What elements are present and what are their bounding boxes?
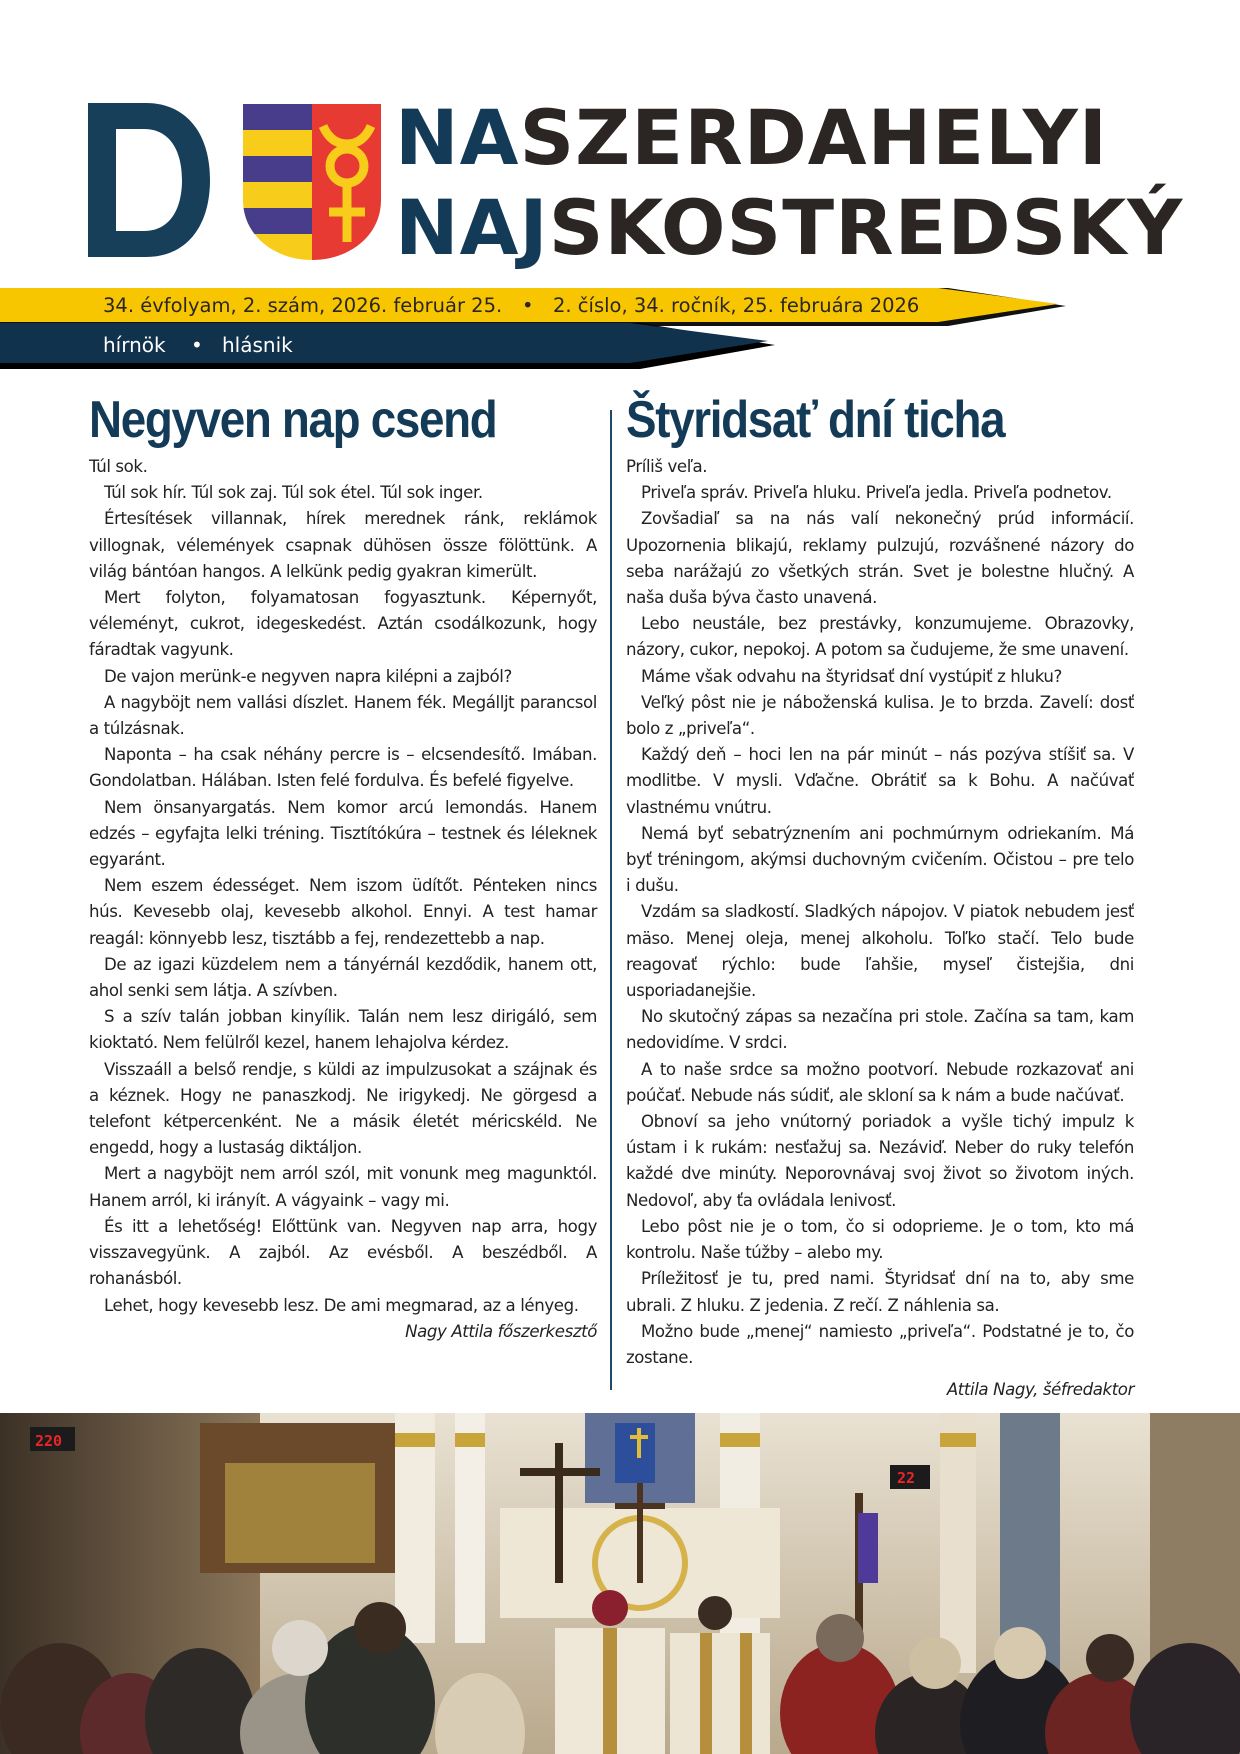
- photo-illustration: [0, 1413, 1240, 1754]
- column-divider: [610, 410, 612, 1390]
- article-paragraph: A nagyböjt nem vallási díszlet. Hanem fék. Megálljt parancsol a túlzásnak.: [89, 692, 597, 739]
- article-paragraph: A to naše srdce sa možno pootvorí. Nebude rozkazovať ani poúčať. Nebude nás súdiť, ale skloní sa k nám a bude načúvať.: [626, 1059, 1134, 1105]
- article-paragraph: Obnoví sa jeho vnútorný poriadok a vyšle tichý impulz k ústam i k rukám: nesťažuj sa. Nezáviď. Neber do ruky telefón každé dve minúty. Neporovnávaj svoj život so životom iných. Nedovoľ, aby ťa ovládala lenivosť.: [626, 1112, 1134, 1210]
- title-rest: SKOSTREDSKÝ: [548, 183, 1184, 272]
- article-paragraph: Možno bude „menej“ namiesto „priveľa“. Podstatné je to, čo zostane.: [626, 1321, 1134, 1367]
- article-paragraph: Zovšadiaľ sa na nás valí nekonečný prúd informácií. Upozornenia blikajú, reklamy pulzujú, rozvášnené názory do seba narážajú zo všetkých strán. Svet je bolestne hlučný. A naša duša býva často unavená.: [626, 509, 1134, 608]
- article-paragraph: De vajon merünk-e negyven napra kilépni a zajból?: [104, 666, 512, 686]
- subtitle-hungarian: hírnök: [103, 333, 166, 357]
- article-body-slovak: [626, 454, 1134, 1371]
- article-slovak: [626, 388, 1134, 1403]
- counter-left: 220: [35, 1432, 63, 1450]
- counter-right: 22: [897, 1469, 916, 1487]
- article-paragraph: Nem önsanyargatás. Nem komor arcú lemondás. Hanem edzés – egyfajta lelki tréning. Tisztítókúra – testnek és léleknek egyaránt.: [89, 797, 597, 870]
- title-highlight: NA: [395, 93, 520, 182]
- article-body-hungarian: [89, 454, 597, 1319]
- article-paragraph: Lebo neustále, bez prestávky, konzumujeme. Obrazovky, názory, cukor, nepokoj. A potom sa čudujeme, že sme unavení.: [626, 614, 1134, 660]
- issue-info-hungarian: 34. évfolyam, 2. szám, 2026. február 25.: [103, 294, 503, 317]
- article-paragraph: Priveľa správ. Priveľa hluku. Priveľa jedla. Priveľa podnetov.: [641, 483, 1112, 503]
- article-paragraph: S a szív talán jobban kinyílik. Talán nem lesz dirigáló, sem kioktató. Nem felülről kezel, hanem lehajolva kérdez.: [89, 1007, 597, 1053]
- article-paragraph: És itt a lehetőség! Előttünk van. Negyven nap arra, hogy visszavegyünk. A zajból. Az evésből. A beszédből. A rohanásból.: [89, 1216, 597, 1289]
- logo-letter-d: [88, 103, 210, 257]
- article-paragraph: Túl sok.: [89, 457, 148, 476]
- masthead: [0, 0, 1240, 370]
- masthead-title-hungarian: [395, 93, 1109, 182]
- article-paragraph: De az igazi küzdelem nem a tányérnál kezdődik, hanem ott, ahol senki sem látja. A szívben.: [89, 954, 597, 1001]
- article-paragraph: Visszaáll a belső rendje, s küldi az impulzusokat a szájnak és a kéznek. Hogy ne panaszkodj. Ne irigykedj. Ne görgesd a telefont kétpercenként. Ne a másik életét méricskéld. Ne engedd, hogy a lustaság diktáljon.: [89, 1059, 597, 1158]
- article-paragraph: Máme však odvahu na štyridsať dní vystúpiť z hluku?: [641, 666, 1062, 686]
- byline-slovak: Attila Nagy, šéfredaktor: [946, 1380, 1134, 1400]
- article-paragraph: Nem eszem édességet. Nem iszom üdítőt. Pénteken nincs hús. Kevesebb olaj, kevesebb alkohol. Ennyi. A test hamar reagál: könnyebb lesz, tisztább a fej, rendezettebb a nap.: [89, 876, 597, 948]
- article-paragraph: Lehet, hogy kevesebb lesz. De ami megmarad, az a lényeg.: [104, 1295, 579, 1315]
- subtitle-slovak: hlásnik: [222, 333, 293, 357]
- article-paragraph: Értesítések villannak, hírek merednek ránk, reklámok villognak, vélemények csapnak dühösen össze fölöttünk. A világ bántóan hangos. A lelkünk pedig gyakran kimerült.: [89, 509, 597, 581]
- article-paragraph: Lebo pôst nie je o tom, čo si odoprieme. Je o tom, kto má kontrolu. Naše túžby – alebo my.: [626, 1216, 1134, 1263]
- article-paragraph: Vzdám sa sladkostí. Sladkých nápojov. V piatok nebudem jesť mäso. Menej oleja, menej alkoholu. Toľko stačí. Telo bude reagovať rýchlo: bude ľahšie, myseľ čistejšia, dni usporiadanejšie.: [626, 902, 1134, 1001]
- title-rest: SZERDAHELYI: [519, 93, 1109, 182]
- article-paragraph: Túl sok hír. Túl sok zaj. Túl sok étel. Túl sok inger.: [104, 483, 483, 503]
- byline-hungarian: Nagy Attila főszerkesztő: [405, 1321, 597, 1341]
- masthead-title-slovak: [395, 183, 1184, 272]
- article-paragraph: Mert folyton, folyamatosan fogyasztunk. Képernyőt, véleményt, cukrot, idegeskedést. Aztán csodálkozunk, hogy fáradtak vagyunk.: [89, 588, 597, 660]
- article-paragraph: Príležitosť je tu, pred nami. Štyridsať dní na to, aby sme ubrali. Z hluku. Z jedenia. Z rečí. Z náhlenia sa.: [626, 1269, 1134, 1315]
- separator-dot: •: [522, 294, 534, 317]
- title-highlight: NAJ: [395, 183, 549, 272]
- headline-hungarian: Negyven nap csend: [89, 391, 497, 449]
- article-paragraph: Príliš veľa.: [626, 457, 708, 476]
- church-interior-photo: [0, 1413, 1240, 1754]
- headline-slovak: Štyridsať dní ticha: [626, 391, 1005, 449]
- article-paragraph: No skutočný zápas sa nezačína pri stole. Začína sa tam, kam nedovidíme. V srdci.: [626, 1007, 1134, 1053]
- article-hungarian: [89, 388, 597, 1345]
- article-paragraph: Každý deň – hoci len na pár minút – nás pozýva stíšiť sa. V modlitbe. V mysli. Vďačne. Obrátiť sa k Bohu. A načúvať vlastnému vnútru.: [626, 745, 1134, 817]
- coat-of-arms-icon: [243, 104, 381, 260]
- separator-dot: •: [191, 333, 203, 357]
- article-paragraph: Nemá byť sebatrýznením ani pochmúrnym odriekaním. Má byť tréningom, akýmsi duchovným cvičením. Očistou – pre telo i dušu.: [626, 823, 1134, 896]
- article-paragraph: Veľký pôst nie je náboženská kulisa. Je to brzda. Zavelí: dosť bolo z „priveľa“.: [626, 692, 1134, 739]
- article-paragraph: Mert a nagyböjt nem arról szól, mit vonunk meg magunktól. Hanem arról, ki irányít. A vágyaink – vagy mi.: [89, 1164, 597, 1210]
- issue-info-slovak: 2. číslo, 34. ročník, 25. februára 2026: [553, 294, 920, 317]
- article-paragraph: Naponta – ha csak néhány percre is – elcsendesítő. Imában. Gondolatban. Hálában. Isten felé fordulva. És befelé figyelve.: [89, 745, 597, 791]
